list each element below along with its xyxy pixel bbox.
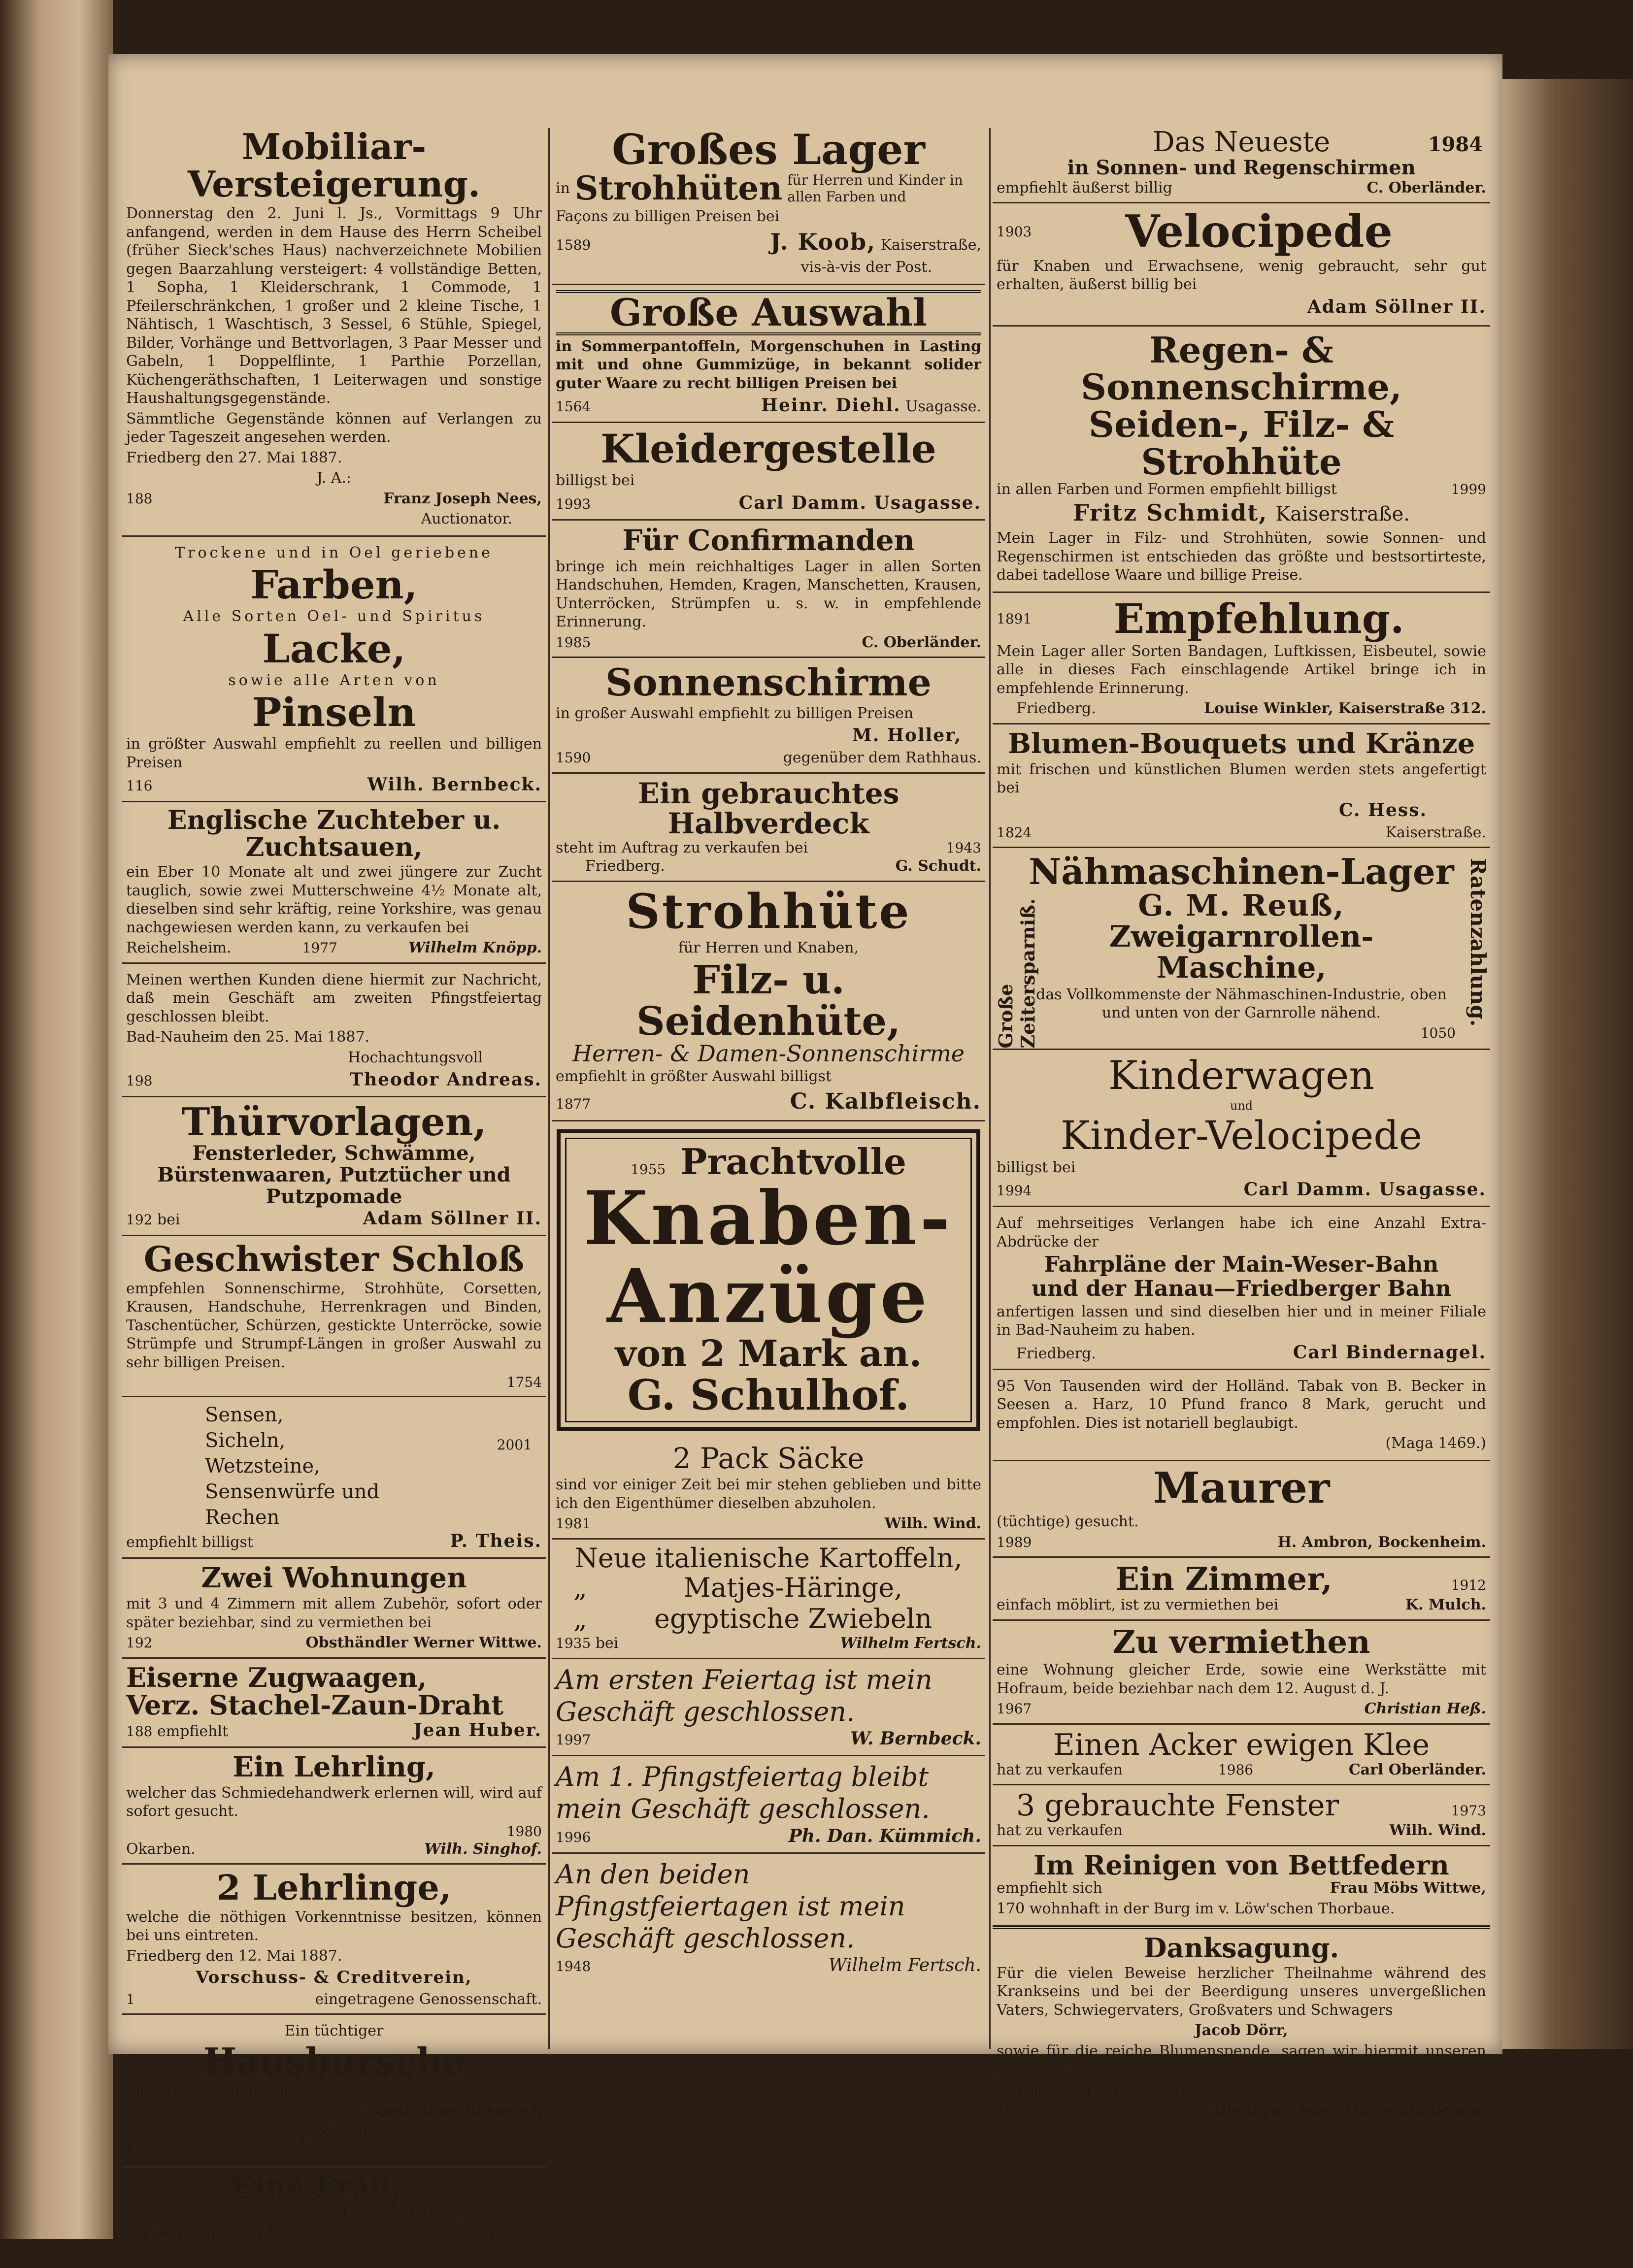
ad-title: Regen- & Sonnenschirme,: [1081, 329, 1402, 408]
ad-number: 1754: [506, 1374, 542, 1391]
ad-title: Hausbursche: [203, 2039, 465, 2082]
ad-title: An den beiden Pfingstfeiertagen ist mein Geschäft geschlossen.: [556, 1859, 905, 1954]
ad-number: 192: [126, 1212, 153, 1228]
ad-text: sowie alle Arten von: [228, 671, 440, 689]
ad-kartoffeln: [552, 1540, 985, 1659]
ad-text: hat zu verkaufen: [997, 1761, 1123, 1778]
ad-vermiethen: [993, 1621, 1490, 1725]
ad-text: J. A.:: [316, 469, 352, 487]
ad-bettfedern: [993, 1846, 1490, 1927]
ad-maurer: [993, 1461, 1490, 1558]
ad-title: Eiserne Zugwaagen,: [126, 1661, 427, 1693]
ad-schulhof-box: [557, 1129, 980, 1431]
ad-mobiliar: [122, 123, 546, 537]
ad-number: 1967: [997, 1701, 1032, 1717]
ad-number: 1999: [1451, 481, 1486, 498]
ad-number: 1943: [946, 839, 981, 856]
ad-title: 3 gebrauchte Fenster: [1016, 1788, 1339, 1823]
ad-title: Strohhüten: [574, 169, 783, 208]
ad-signature: C. Oberländer.: [1366, 179, 1486, 197]
ad-number: 188: [126, 490, 153, 507]
ad-signature: Carl Damm. Usagasse.: [738, 492, 981, 513]
ditto-mark: „: [573, 1572, 587, 1604]
side-label: Große Zeitersparniß.: [995, 898, 1039, 1049]
ad-sensen: [122, 1397, 546, 1559]
ad-signature: Heinr. Diehl.: [761, 395, 901, 416]
ad-text: Trockene und in Oel geriebene: [175, 544, 493, 561]
ad-place: Friedberg.: [585, 857, 665, 875]
ad-title: Kleidergestelle: [600, 426, 936, 472]
ad-number: 1992: [997, 2102, 1032, 2119]
ad-text: Donnerstag den 2. Juni l. Js., Vormittags 9 Uhr anfangend, werden in dem Hause des Herrn Scheibel (früher Sieck'sches Haus) nachverzeichnete Mobilien gegen Baarzahlung versteigert: 4 vollständige Betten, 1 Sopha, 1 Kleiderschrank, 1 Commode, 1 Pfeilerschränkchen, 1 großer und 2 kleine Tische, 1 Nähtisch, 1 Waschtisch, 3 Sessel, 6 Stühle, Spiegel, Bilder, Vorhänge und Bettvorlagen, 3 Paar Messer und Gabeln, 1 Doppelflinte, 1 Parthie Porzellan, Küchengeräthschaften, 1 Leiterwagen und sonstige Haushaltungsgegenstände.: [126, 205, 542, 407]
ad-text: für Knaben und Erwachsene, wenig gebraucht, sehr gut erhalten, äußerst billig bei: [997, 257, 1486, 294]
ad-neueste: [993, 123, 1490, 203]
ad-bernbeck-feiertag: [552, 1659, 985, 1757]
column-1: [122, 123, 546, 2268]
ad-signature: C. Hess.: [1338, 799, 1427, 821]
ad-hess: [993, 724, 1490, 848]
ad-kalbfleisch: [552, 882, 985, 1121]
ad-text: sind vor einiger Zeit bei mir stehen geblieben und bitte ich den Eigenthümer dieselben abzuholen.: [556, 1476, 981, 1512]
ad-signature: G. M. Reuß,: [1138, 888, 1345, 923]
ad-signature: Ph. Dan. Kümmich.: [788, 1826, 981, 1847]
ad-title: Strohhüte: [626, 883, 911, 939]
ad-saecke: [552, 1439, 985, 1539]
ad-bindernagel: [993, 1207, 1490, 1370]
ad-title: Fahrpläne der Main-Weser-Bahn: [1044, 1252, 1439, 1278]
ad-text: bei: [595, 1635, 619, 1652]
ad-reference: (Maga 1469.): [1385, 1435, 1486, 1452]
ad-number: 1979: [506, 2185, 542, 2202]
ad-signature: Wilh. Wind.: [1389, 1822, 1486, 1840]
ad-signature: Jean Huber.: [413, 1719, 542, 1741]
ad-number: 1050: [1420, 1024, 1456, 1041]
ad-number: 1981: [556, 1515, 591, 1532]
ad-text: Butzbach.: [467, 2143, 542, 2161]
ad-text: Sämmtliche Gegenstände können auf Verlangen zu jeder Tageszeit angesehen werden.: [126, 410, 542, 446]
ad-title: Filz- u. Seidenhüte,: [636, 956, 901, 1045]
ad-text: Auf mehrseitiges Verlangen habe ich eine Anzahl Extra-Abdrücke der: [997, 1215, 1486, 1250]
ad-place: Reichelsheim.: [126, 939, 232, 957]
ad-text: Meinen werthen Kunden diene hiermit zur Nachricht, daß mein Geschäft am zweiten Pfingstfeiertag geschlossen bleibt.: [126, 971, 542, 1025]
ad-number: 1589: [556, 236, 591, 253]
ad-danksagung: [993, 1926, 1490, 2125]
ad-kinderwagen: [993, 1050, 1490, 1208]
ad-text: Mein Lager in Filz- und Strohhüten, sowie Sonnen- und Regenschirmen ist entschieden das größte und bestsortirteste, dabei tadellose Waare und billige Preise.: [997, 529, 1486, 584]
ad-text: Fensterleder, Schwämme, Bürstenwaaren, Putztücher und Putzpomade: [157, 1142, 511, 1209]
ad-signature: G. Schulhof.: [627, 1371, 910, 1420]
ad-schloss: [122, 1236, 546, 1397]
ad-koob: [552, 123, 985, 285]
ad-text: (tüchtige) gesucht.: [997, 1513, 1139, 1531]
ad-title: Empfehlung.: [1113, 595, 1404, 643]
ad-signature: Carl Bindernagel.: [1293, 1342, 1486, 1363]
ad-number: 1564: [556, 398, 591, 415]
ad-signature: Wilh. Wind.: [884, 1515, 981, 1533]
ad-text: sowie für die reiche Blumenspende, sagen wir hiermit unseren innigsten Dank.: [997, 2042, 1486, 2078]
ad-title: Nähmaschinen-Lager: [1029, 851, 1454, 893]
ad-sonnenschirme: [552, 658, 985, 774]
ad-text: mit 3 und 4 Zimmern mit allem Zubehör, sofort oder später beziehbar, sind zu vermiethen bei: [126, 1595, 542, 1631]
ad-kleidergestelle: [552, 423, 985, 521]
ad-address: Kaiserstraße,: [880, 236, 981, 254]
ad-title: Anzüge: [607, 1252, 930, 1340]
ad-address: vis-à-vis der Post.: [800, 259, 932, 276]
ad-place: Okarben.: [126, 1840, 196, 1858]
ad-title: Das Neueste: [1152, 126, 1331, 158]
ad-tabak: [993, 1370, 1490, 1461]
ad-number: 1997: [556, 1732, 591, 1748]
ad-date: Bad-Nauheim den 25. Mai 1887.: [126, 1028, 370, 1046]
ad-signature: W. Bernbeck.: [850, 1728, 981, 1749]
page-number: 1984: [1428, 133, 1483, 156]
ad-title: Neue italienische Kartoffeln,: [574, 1542, 963, 1574]
ad-text: Ein tüchtiger: [284, 2022, 384, 2040]
ad-title: Zwei Wohnungen: [201, 1562, 467, 1595]
ad-address: Usagasse.: [905, 398, 981, 416]
ad-text: in größter Auswahl empfiehlt zu reellen und billigen Preisen: [126, 735, 542, 771]
ad-date: Friedberg den 26. Mai 1887.: [1016, 2081, 1233, 2099]
ad-signature: Christian Heß.: [1364, 1700, 1486, 1718]
ad-title: Herren- & Damen-Sonnenschirme: [572, 1040, 965, 1067]
ad-number: 1985: [556, 634, 591, 651]
ad-title: Velocipede: [1125, 205, 1393, 258]
ad-frau: [122, 2168, 546, 2268]
ad-title: 2 Pack Säcke: [672, 1442, 865, 1476]
ad-text: Alle Sorten Oel- und Spiritus: [183, 608, 485, 625]
ad-halbverdeck: [552, 774, 985, 882]
ad-text: in Sonnen- und Regenschirmen: [1067, 156, 1416, 179]
ad-zugwaagen: [122, 1659, 546, 1748]
ad-title: egyptische Zwiebeln: [654, 1603, 932, 1635]
ad-title: Prachtvolle: [680, 1140, 906, 1183]
ad-number: 192: [126, 1635, 153, 1651]
ad-title: Im Reinigen von Bettfedern: [1033, 1849, 1449, 1881]
ad-number: 1877: [556, 1095, 591, 1112]
ad-text: für Herren und Knaben,: [678, 939, 859, 956]
ad-number: 2001: [497, 1437, 532, 1453]
ad-text: welche die nöthigen Vorkenntnisse besitzen, können bei uns eintreten.: [126, 1908, 542, 1944]
ad-signature: Obsthändler Werner Wittwe.: [305, 1634, 542, 1652]
list-item: Wetzsteine,: [205, 1455, 320, 1478]
ad-address: Kaiserstraße.: [1385, 823, 1486, 841]
ad-number: 1994: [997, 1183, 1032, 1199]
ad-signature: Gambrinus-Brauerei.: [366, 2102, 542, 2120]
ad-number: 1989: [997, 1534, 1032, 1550]
ad-date: Friedberg den 27. Mai 1887.: [126, 449, 342, 466]
ad-text: in Sommerpantoffeln, Morgenschuhen in Lasting mit und ohne Gummizüge, in bekannt solider guter Waare zu recht billigen Preisen bei: [556, 337, 981, 392]
ad-text: in: [556, 180, 570, 197]
ad-date: Friedberg den 12. Mai 1887.: [126, 1947, 342, 1965]
ad-number: 1980: [506, 1823, 542, 1840]
ad-text: für Herren und Kinder in allen Farben und: [787, 172, 963, 205]
newspaper-page: [108, 54, 1502, 2261]
ad-number: 1824: [997, 824, 1032, 841]
ad-signature: Die trauernden Hinterbliebenen.: [1213, 2102, 1486, 2119]
ad-number: 1948: [556, 1958, 591, 1975]
ad-title: Ein Lehrling,: [233, 1750, 435, 1783]
ad-signature: Wilhelm Fertsch.: [828, 1955, 981, 1976]
ad-number: 1993: [556, 495, 591, 512]
book-left-pages: [0, 0, 113, 2239]
ad-number: 1955: [631, 1161, 666, 1178]
ad-title: Eine Frau,: [231, 2170, 402, 2205]
ad-title: Blumen-Bouquets und Kränze: [1007, 727, 1475, 760]
ad-klee: [993, 1725, 1490, 1786]
ad-text: in allen Farben und Formen empfiehlt billigst: [997, 481, 1337, 498]
ad-title: Maurer: [1153, 1463, 1330, 1513]
ad-text: empfiehlt: [157, 1722, 229, 1740]
ad-text: einfach möblirt, ist zu vermiethen bei: [997, 1596, 1279, 1614]
ad-number: 188: [126, 1723, 153, 1740]
ad-text: billigst bei: [556, 472, 635, 490]
ad-address: Kaiserstraße.: [1275, 502, 1410, 526]
ad-text: bei gutem Lohn gesucht.: [126, 2082, 312, 2100]
ad-text: das Vollkommenste der Nähmaschinen-Industrie, oben und unten von der Garnrolle nähend.: [1036, 986, 1447, 1022]
ad-title: Lacke,: [262, 625, 406, 672]
ad-number: 1996: [556, 1829, 591, 1846]
ad-place: Friedberg.: [1016, 1345, 1096, 1362]
ad-text: hat zu verkaufen: [997, 1822, 1123, 1840]
ad-title: Kinder-Velocipede: [1061, 1112, 1422, 1158]
ad-title: Seiden-, Filz- & Strohhüte: [1088, 403, 1395, 483]
ad-text: empfiehlt in größter Auswahl billigst: [556, 1068, 832, 1085]
ad-number: 1: [126, 1991, 135, 2007]
list-item: Rechen: [205, 1506, 280, 1529]
ad-number: 192: [126, 2143, 153, 2160]
ad-title: Ein gebrauchtes Halbverdeck: [637, 776, 900, 840]
ad-text: bringe ich mein reichhaltiges Lager in allen Sorten Handschuhen, Hemden, Kragen, Manschetten, Krausen, Unterröcken, Strümpfen u. s. w. in empfehlende Erinnerung.: [556, 558, 981, 631]
ad-text: 170 wohnhaft in der Burg im v. Löw'schen Thorbaue.: [997, 1900, 1395, 1917]
ad-title: Pinseln: [252, 689, 416, 736]
ad-title: Thürvorlagen,: [181, 1100, 487, 1145]
ad-fertsch-feiertag: [552, 1854, 985, 1981]
ad-number: 198: [126, 1073, 153, 1089]
list-item: Sensenwürfe und: [205, 1480, 380, 1504]
column-3: [993, 123, 1490, 2125]
ad-text: in großer Auswahl empfiehlt zu billigen Preisen: [556, 704, 914, 722]
ad-signature: Carl Damm. Usagasse.: [1243, 1179, 1486, 1200]
list-item: Sensen,: [205, 1404, 284, 1427]
ad-signature: Theodor Andreas.: [350, 1069, 542, 1090]
column-rule: [989, 128, 991, 2049]
ad-number: 116: [126, 778, 153, 794]
ad-farben: [122, 537, 546, 803]
ad-text: eine Wohnung gleicher Erde, sowie eine Werkstätte mit Hofraum, beide beziehbar nach dem 12. August d. J.: [997, 1661, 1486, 1697]
ad-text: Auctionator.: [421, 510, 512, 528]
ad-title: Ein Zimmer,: [1115, 1561, 1333, 1598]
ad-text: steht im Auftrag zu verkaufen bei: [556, 839, 808, 856]
ad-signature: Wilhelm Knöpp.: [408, 939, 542, 957]
ad-title: Matjes-Häringe,: [683, 1572, 903, 1604]
ad-title: Kinderwagen: [1108, 1052, 1374, 1098]
ad-text: empfiehlt sich: [997, 1879, 1102, 1897]
ad-signature: H. Ambron, Bockenheim.: [1277, 1533, 1486, 1551]
book-right-pages: [1502, 79, 1633, 2049]
side-label: Ratenzahlung.: [1466, 858, 1490, 1027]
ad-number: 1891: [997, 611, 1032, 627]
ad-signature: Adam Söllner II.: [1307, 296, 1486, 317]
ad-title: Farben,: [250, 561, 418, 608]
ad-text: Für die vielen Beweise herzlicher Theilnahme während des Krankseins und bei der Beerdigung unseres unvergeßlichen Vaters, Schwiegervaters, Großvaters und Schwagers: [997, 1964, 1486, 2019]
ad-andreas: [122, 964, 546, 1098]
ad-text: anfertigen lassen und sind dieselben hier und in meiner Filiale in Bad-Nauheim zu haben.: [997, 1303, 1486, 1339]
ad-title: Sonnenschirme: [605, 660, 932, 705]
ad-title: Mobiliar-Versteigerung.: [187, 126, 481, 205]
ad-text: Façons zu billigen Preisen bei: [556, 208, 780, 226]
ad-title: 2 Lehrlinge,: [216, 1867, 452, 1908]
ad-title: Für Confirmanden: [622, 523, 915, 557]
list-item: Sicheln,: [205, 1429, 286, 1452]
ad-winkler: [993, 593, 1490, 724]
ad-signature: Frau Möbs Wittwe,: [1330, 1879, 1486, 1897]
ad-signature: Vorschuss- & Creditverein,: [196, 1968, 472, 1988]
ad-signature: Wilhelm Fertsch.: [840, 1635, 981, 1652]
ad-title: und der Hanau—Friedberger Bahn: [1032, 1276, 1451, 1301]
ad-signature: Louise Winkler, Kaiserstraße 312.: [1204, 700, 1486, 718]
ad-text: mit frischen und künstlichen Blumen werden stets angefertigt bei: [997, 760, 1486, 797]
ad-thuervorlagen: [122, 1097, 546, 1236]
ad-zuchteber: [122, 802, 546, 964]
ad-confirmanden: [552, 521, 985, 658]
ad-signature: Fritz Schmidt,: [1073, 499, 1268, 526]
ad-title: Großes Lager: [612, 125, 925, 174]
ad-text: C. J. Melchior,: [281, 2123, 387, 2140]
ad-text: Hochachtungsvoll: [348, 1049, 483, 1066]
ad-text: empfiehlt äußerst billig: [997, 179, 1172, 197]
ad-name: Jacob Dörr,: [1195, 2022, 1288, 2039]
column-rule: [548, 128, 550, 2049]
ad-kuemmich: [552, 1756, 985, 1854]
item-list: [126, 1402, 379, 1530]
ad-hausbursche: [122, 2015, 546, 2168]
ad-signature: J. Koob,: [770, 228, 876, 255]
ad-title: Am 1. Pfingstfeiertag bleibt mein Geschäft geschlossen.: [556, 1761, 930, 1825]
ad-place: Friedberg.: [1016, 700, 1096, 718]
ad-text: billigst bei: [997, 1158, 1076, 1176]
ad-text: welche in der einfachen und feinen Küche bewandert ist, empfiehlt sich im Kochen. Näheres bei der Exp. d. Anz.: [126, 2206, 542, 2261]
ad-title: von 2 Mark an.: [615, 1333, 922, 1376]
ad-zimmer: [993, 1558, 1490, 1621]
ad-schmidt: [993, 327, 1490, 593]
ad-title: Knaben-: [583, 1175, 954, 1262]
ad-text: welcher das Schmiedehandwerk erlernen will, wird auf sofort gesucht.: [126, 1784, 542, 1820]
ditto-mark: „: [573, 1603, 587, 1635]
ad-signature: C. Oberländer.: [862, 633, 981, 651]
ad-text: 95 Von Tausenden wird der Holländ. Tabak von B. Becker in Seesen a. Harz, 10 Pfund franco 8 Mark, gerucht und empfohlen. Dies ist notariell beglaubigt.: [997, 1377, 1486, 1432]
ad-signature: Carl Oberländer.: [1348, 1761, 1486, 1778]
ad-signature: Wilh. Bernbeck.: [367, 774, 542, 795]
ad-signature: Wilh. Singhof.: [424, 1840, 542, 1858]
ad-text: empfiehlt billigst: [126, 1534, 253, 1551]
ad-title: Am ersten Feiertag ist mein Geschäft geschlossen.: [556, 1664, 933, 1727]
ad-signature: C. Kalbfleisch.: [790, 1088, 981, 1114]
ad-text: bei: [157, 1211, 180, 1229]
ad-title: Danksagung.: [1143, 1932, 1339, 1964]
ad-title: Englische Zuchteber u. Zuchtsauen,: [167, 805, 501, 862]
ad-title: Zu vermiethen: [1112, 1623, 1370, 1661]
ad-reuss: [993, 848, 1490, 1050]
ad-lehrlinge: [122, 1865, 546, 2015]
ad-signature: G. Schudt.: [895, 857, 981, 875]
ad-signature: P. Theis.: [450, 1531, 542, 1552]
ad-signature: Franz Joseph Nees,: [383, 490, 542, 507]
ad-text: eingetragene Genossenschaft.: [315, 1990, 542, 2008]
ad-address: gegenüber dem Rathhaus.: [783, 749, 981, 767]
ad-number: 1912: [1451, 1577, 1486, 1594]
ad-title: Geschwister Schloß: [143, 1239, 525, 1280]
ad-diehl: [552, 285, 985, 423]
ad-wohnungen: [122, 1559, 546, 1658]
ad-text: ein Eber 10 Monate alt und zwei jüngere zur Zucht tauglich, sowie zwei Mutterschweine 4½ Monate alt, dieselben sind sehr kräftig, reine Yorkshire, was genau nachgewiesen werden kann, zu verkaufen bei: [126, 863, 542, 936]
ad-text: und: [1230, 1098, 1253, 1113]
ad-lehrling: [122, 1748, 546, 1865]
ad-number: 1590: [556, 750, 591, 766]
ad-title: Verz. Stachel-Zaun-Draht: [126, 1689, 504, 1721]
ad-number: 1977: [302, 940, 337, 956]
ad-text: Mein Lager aller Sorten Bandagen, Luftkissen, Eisbeutel, sowie alle in dieses Fach einschlagende Artikel bringe ich in empfehlende Erinnerung.: [997, 642, 1486, 697]
ad-title: Große Auswahl: [556, 290, 981, 335]
ad-number: 1986: [1218, 1761, 1254, 1778]
ad-number: 1973: [1451, 1803, 1486, 1819]
column-2: [552, 123, 985, 1981]
ad-title: Zweigarnrollen-Maschine,: [1109, 919, 1374, 985]
ad-number: 1935: [556, 1635, 591, 1652]
ad-signature: Adam Söllner II.: [363, 1208, 542, 1229]
ad-signature: K. Mulch.: [1405, 1596, 1486, 1614]
ad-velocipede: [993, 203, 1490, 327]
ad-title: Einen Acker ewigen Klee: [1053, 1727, 1430, 1762]
ad-number: 1903: [997, 224, 1032, 240]
ad-text: empfehlen Sonnenschirme, Strohhüte, Corsetten, Krausen, Handschuhe, Herrenkragen und Binden, Taschentücher, Schürzen, gestickte Unterröcke, sowie Strümpfe und Strumpf-Längen in großer Auswahl zu sehr billigen Preisen.: [126, 1280, 542, 1371]
ad-signature: M. Holler,: [852, 725, 962, 746]
ad-fenster: [993, 1785, 1490, 1846]
